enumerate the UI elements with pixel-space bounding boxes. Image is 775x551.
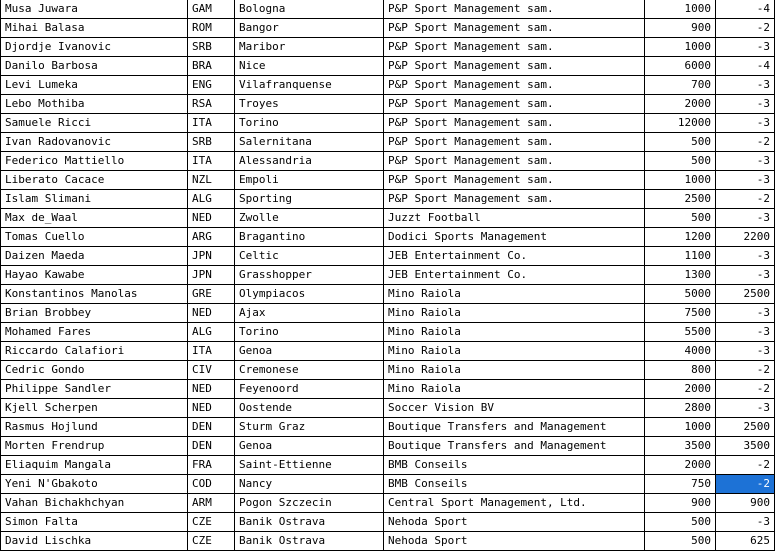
- club-cell[interactable]: Zwolle: [235, 209, 384, 228]
- club-cell[interactable]: Ajax: [235, 304, 384, 323]
- table-row[interactable]: [1, 57, 775, 76]
- delta-cell[interactable]: -3: [716, 76, 775, 95]
- table-row[interactable]: [1, 247, 775, 266]
- agent-cell[interactable]: Nehoda Sport: [384, 513, 645, 532]
- table-row[interactable]: [1, 361, 775, 380]
- delta-cell[interactable]: -3: [716, 304, 775, 323]
- player-name-cell[interactable]: Vahan Bichakhchyan: [1, 494, 188, 513]
- table-row[interactable]: [1, 228, 775, 247]
- value-cell[interactable]: 750: [645, 475, 716, 494]
- nationality-cell[interactable]: ITA: [188, 114, 235, 133]
- player-name-cell[interactable]: Daizen Maeda: [1, 247, 188, 266]
- value-cell[interactable]: 800: [645, 361, 716, 380]
- value-cell[interactable]: 2500: [645, 190, 716, 209]
- club-cell[interactable]: Cremonese: [235, 361, 384, 380]
- table-row[interactable]: [1, 342, 775, 361]
- agent-cell[interactable]: Mino Raiola: [384, 380, 645, 399]
- agent-cell[interactable]: Nehoda Sport: [384, 532, 645, 551]
- club-cell[interactable]: Torino: [235, 323, 384, 342]
- nationality-cell[interactable]: NED: [188, 399, 235, 418]
- delta-cell[interactable]: -2: [716, 361, 775, 380]
- nationality-cell[interactable]: CZE: [188, 513, 235, 532]
- nationality-cell[interactable]: ITA: [188, 152, 235, 171]
- value-cell[interactable]: 500: [645, 513, 716, 532]
- player-name-cell[interactable]: Samuele Ricci: [1, 114, 188, 133]
- club-cell[interactable]: Troyes: [235, 95, 384, 114]
- table-row[interactable]: [1, 418, 775, 437]
- club-cell[interactable]: Genoa: [235, 342, 384, 361]
- player-name-cell[interactable]: Musa Juwara: [1, 0, 188, 19]
- club-cell[interactable]: Saint-Ettienne: [235, 456, 384, 475]
- club-cell[interactable]: Oostende: [235, 399, 384, 418]
- nationality-cell[interactable]: GAM: [188, 0, 235, 19]
- nationality-cell[interactable]: ALG: [188, 190, 235, 209]
- value-cell[interactable]: 900: [645, 494, 716, 513]
- player-name-cell[interactable]: Mohamed Fares: [1, 323, 188, 342]
- club-cell[interactable]: Grasshopper: [235, 266, 384, 285]
- delta-cell[interactable]: -3: [716, 247, 775, 266]
- club-cell[interactable]: Sporting: [235, 190, 384, 209]
- nationality-cell[interactable]: ARM: [188, 494, 235, 513]
- club-cell[interactable]: Bangor: [235, 19, 384, 38]
- agent-cell[interactable]: BMB Conseils: [384, 456, 645, 475]
- agent-cell[interactable]: Boutique Transfers and Management: [384, 437, 645, 456]
- player-name-cell[interactable]: Hayao Kawabe: [1, 266, 188, 285]
- value-cell[interactable]: 500: [645, 532, 716, 551]
- club-cell[interactable]: Maribor: [235, 38, 384, 57]
- player-name-cell[interactable]: Riccardo Calafiori: [1, 342, 188, 361]
- player-name-cell[interactable]: Morten Frendrup: [1, 437, 188, 456]
- player-name-cell[interactable]: Simon Falta: [1, 513, 188, 532]
- agent-cell[interactable]: P&P Sport Management sam.: [384, 152, 645, 171]
- table-row[interactable]: [1, 456, 775, 475]
- delta-cell[interactable]: -3: [716, 266, 775, 285]
- value-cell[interactable]: 900: [645, 19, 716, 38]
- nationality-cell[interactable]: NED: [188, 304, 235, 323]
- value-cell[interactable]: 500: [645, 209, 716, 228]
- agent-cell[interactable]: Mino Raiola: [384, 323, 645, 342]
- table-row[interactable]: [1, 437, 775, 456]
- delta-cell[interactable]: 3500: [716, 437, 775, 456]
- value-cell[interactable]: 2000: [645, 380, 716, 399]
- nationality-cell[interactable]: RSA: [188, 95, 235, 114]
- player-name-cell[interactable]: Liberato Cacace: [1, 171, 188, 190]
- table-row[interactable]: [1, 171, 775, 190]
- table-row[interactable]: [1, 266, 775, 285]
- value-cell[interactable]: 1300: [645, 266, 716, 285]
- agent-cell[interactable]: Mino Raiola: [384, 361, 645, 380]
- nationality-cell[interactable]: GRE: [188, 285, 235, 304]
- club-cell[interactable]: Vilafranquense: [235, 76, 384, 95]
- delta-cell[interactable]: -2: [716, 19, 775, 38]
- agent-cell[interactable]: P&P Sport Management sam.: [384, 171, 645, 190]
- player-name-cell[interactable]: Cedric Gondo: [1, 361, 188, 380]
- value-cell[interactable]: 2000: [645, 456, 716, 475]
- club-cell[interactable]: Torino: [235, 114, 384, 133]
- nationality-cell[interactable]: ARG: [188, 228, 235, 247]
- delta-cell[interactable]: -3: [716, 38, 775, 57]
- club-cell[interactable]: Nancy: [235, 475, 384, 494]
- delta-cell[interactable]: -2: [716, 133, 775, 152]
- agent-cell[interactable]: Mino Raiola: [384, 285, 645, 304]
- table-body: [1, 0, 775, 551]
- value-cell[interactable]: 12000: [645, 114, 716, 133]
- agent-cell[interactable]: JEB Entertainment Co.: [384, 266, 645, 285]
- value-cell[interactable]: 5000: [645, 285, 716, 304]
- player-name-cell[interactable]: Kjell Scherpen: [1, 399, 188, 418]
- table-row[interactable]: [1, 532, 775, 551]
- table-row[interactable]: [1, 380, 775, 399]
- table-row[interactable]: [1, 285, 775, 304]
- club-cell[interactable]: Sturm Graz: [235, 418, 384, 437]
- player-name-cell[interactable]: Djordje Ivanovic: [1, 38, 188, 57]
- agent-cell[interactable]: P&P Sport Management sam.: [384, 19, 645, 38]
- agent-cell[interactable]: Soccer Vision BV: [384, 399, 645, 418]
- table-row[interactable]: [1, 475, 775, 494]
- agent-cell[interactable]: JEB Entertainment Co.: [384, 247, 645, 266]
- player-name-cell[interactable]: Lebo Mothiba: [1, 95, 188, 114]
- player-name-cell[interactable]: Mihai Balasa: [1, 19, 188, 38]
- delta-cell[interactable]: 2500: [716, 418, 775, 437]
- value-cell[interactable]: 1000: [645, 418, 716, 437]
- agent-cell[interactable]: P&P Sport Management sam.: [384, 133, 645, 152]
- player-name-cell[interactable]: Yeni N'Gbakoto: [1, 475, 188, 494]
- club-cell[interactable]: Banik Ostrava: [235, 513, 384, 532]
- agent-cell[interactable]: P&P Sport Management sam.: [384, 76, 645, 95]
- club-cell[interactable]: Celtic: [235, 247, 384, 266]
- value-cell[interactable]: 4000: [645, 342, 716, 361]
- club-cell[interactable]: Olympiacos: [235, 285, 384, 304]
- nationality-cell[interactable]: NED: [188, 380, 235, 399]
- agent-cell[interactable]: P&P Sport Management sam.: [384, 190, 645, 209]
- delta-cell[interactable]: -2: [716, 456, 775, 475]
- table-row[interactable]: [1, 323, 775, 342]
- table-row[interactable]: [1, 494, 775, 513]
- value-cell[interactable]: 7500: [645, 304, 716, 323]
- nationality-cell[interactable]: SRB: [188, 133, 235, 152]
- value-cell[interactable]: 500: [645, 133, 716, 152]
- nationality-cell[interactable]: CIV: [188, 361, 235, 380]
- nationality-cell[interactable]: NZL: [188, 171, 235, 190]
- delta-cell[interactable]: -3: [716, 399, 775, 418]
- delta-cell[interactable]: -3: [716, 114, 775, 133]
- club-cell[interactable]: Bragantino: [235, 228, 384, 247]
- table-row[interactable]: [1, 209, 775, 228]
- delta-cell[interactable]: -4: [716, 0, 775, 19]
- club-cell[interactable]: Nice: [235, 57, 384, 76]
- agent-cell[interactable]: Mino Raiola: [384, 304, 645, 323]
- value-cell[interactable]: 1000: [645, 171, 716, 190]
- value-cell[interactable]: 5500: [645, 323, 716, 342]
- club-cell[interactable]: Feyenoord: [235, 380, 384, 399]
- nationality-cell[interactable]: ENG: [188, 76, 235, 95]
- nationality-cell[interactable]: DEN: [188, 418, 235, 437]
- nationality-cell[interactable]: COD: [188, 475, 235, 494]
- nationality-cell[interactable]: NED: [188, 209, 235, 228]
- delta-cell[interactable]: -3: [716, 171, 775, 190]
- delta-cell[interactable]: 2200: [716, 228, 775, 247]
- player-name-cell[interactable]: David Lischka: [1, 532, 188, 551]
- agent-cell[interactable]: P&P Sport Management sam.: [384, 114, 645, 133]
- value-cell[interactable]: 2000: [645, 95, 716, 114]
- table-row[interactable]: [1, 19, 775, 38]
- nationality-cell[interactable]: ALG: [188, 323, 235, 342]
- player-name-cell[interactable]: Danilo Barbosa: [1, 57, 188, 76]
- table-row[interactable]: [1, 304, 775, 323]
- value-cell[interactable]: 1000: [645, 38, 716, 57]
- nationality-cell[interactable]: ROM: [188, 19, 235, 38]
- player-name-cell[interactable]: Max de_Waal: [1, 209, 188, 228]
- table-row[interactable]: [1, 399, 775, 418]
- player-name-cell[interactable]: Philippe Sandler: [1, 380, 188, 399]
- delta-cell[interactable]: -2: [716, 380, 775, 399]
- table-row[interactable]: [1, 133, 775, 152]
- delta-cell[interactable]: -3: [716, 209, 775, 228]
- player-name-cell[interactable]: Islam Slimani: [1, 190, 188, 209]
- club-cell[interactable]: Genoa: [235, 437, 384, 456]
- delta-cell[interactable]: -3: [716, 323, 775, 342]
- table-row[interactable]: [1, 38, 775, 57]
- agent-cell[interactable]: Mino Raiola: [384, 342, 645, 361]
- delta-cell[interactable]: -4: [716, 57, 775, 76]
- agent-cell[interactable]: P&P Sport Management sam.: [384, 0, 645, 19]
- value-cell[interactable]: 1000: [645, 0, 716, 19]
- table-row[interactable]: [1, 76, 775, 95]
- delta-cell[interactable]: -3: [716, 513, 775, 532]
- player-name-cell[interactable]: Tomas Cuello: [1, 228, 188, 247]
- value-cell[interactable]: 1100: [645, 247, 716, 266]
- nationality-cell[interactable]: FRA: [188, 456, 235, 475]
- club-cell[interactable]: Pogon Szczecin: [235, 494, 384, 513]
- delta-cell[interactable]: -2: [716, 190, 775, 209]
- agent-cell[interactable]: Dodici Sports Management: [384, 228, 645, 247]
- agent-cell[interactable]: Central Sport Management, Ltd.: [384, 494, 645, 513]
- nationality-cell[interactable]: CZE: [188, 532, 235, 551]
- nationality-cell[interactable]: JPN: [188, 266, 235, 285]
- value-cell[interactable]: 500: [645, 152, 716, 171]
- table-row[interactable]: [1, 0, 775, 19]
- nationality-cell[interactable]: BRA: [188, 57, 235, 76]
- value-cell[interactable]: 6000: [645, 57, 716, 76]
- club-cell[interactable]: Bologna: [235, 0, 384, 19]
- table-row[interactable]: [1, 95, 775, 114]
- club-cell[interactable]: Banik Ostrava: [235, 532, 384, 551]
- value-cell[interactable]: 1200: [645, 228, 716, 247]
- player-name-cell[interactable]: Federico Mattiello: [1, 152, 188, 171]
- agent-cell[interactable]: BMB Conseils: [384, 475, 645, 494]
- delta-cell[interactable]: 625: [716, 532, 775, 551]
- player-name-cell[interactable]: Rasmus Hojlund: [1, 418, 188, 437]
- player-name-cell[interactable]: Eliaquim Mangala: [1, 456, 188, 475]
- value-cell[interactable]: 700: [645, 76, 716, 95]
- club-cell[interactable]: Alessandria: [235, 152, 384, 171]
- agent-cell[interactable]: P&P Sport Management sam.: [384, 38, 645, 57]
- table-row[interactable]: [1, 513, 775, 532]
- player-name-cell[interactable]: Levi Lumeka: [1, 76, 188, 95]
- player-name-cell[interactable]: Konstantinos Manolas: [1, 285, 188, 304]
- table-row[interactable]: [1, 152, 775, 171]
- delta-cell[interactable]: -2: [716, 475, 775, 494]
- agent-cell[interactable]: P&P Sport Management sam.: [384, 57, 645, 76]
- agent-cell[interactable]: Boutique Transfers and Management: [384, 418, 645, 437]
- delta-cell[interactable]: -3: [716, 152, 775, 171]
- table-row[interactable]: [1, 190, 775, 209]
- club-cell[interactable]: Salernitana: [235, 133, 384, 152]
- table-row[interactable]: [1, 114, 775, 133]
- delta-cell[interactable]: -3: [716, 342, 775, 361]
- player-name-cell[interactable]: Ivan Radovanovic: [1, 133, 188, 152]
- delta-cell[interactable]: 900: [716, 494, 775, 513]
- delta-cell[interactable]: -3: [716, 95, 775, 114]
- agent-cell[interactable]: Juzzt Football: [384, 209, 645, 228]
- delta-cell[interactable]: 2500: [716, 285, 775, 304]
- nationality-cell[interactable]: SRB: [188, 38, 235, 57]
- nationality-cell[interactable]: JPN: [188, 247, 235, 266]
- value-cell[interactable]: 2800: [645, 399, 716, 418]
- nationality-cell[interactable]: DEN: [188, 437, 235, 456]
- agent-cell[interactable]: P&P Sport Management sam.: [384, 95, 645, 114]
- nationality-cell[interactable]: ITA: [188, 342, 235, 361]
- player-name-cell[interactable]: Brian Brobbey: [1, 304, 188, 323]
- value-cell[interactable]: 3500: [645, 437, 716, 456]
- club-cell[interactable]: Empoli: [235, 171, 384, 190]
